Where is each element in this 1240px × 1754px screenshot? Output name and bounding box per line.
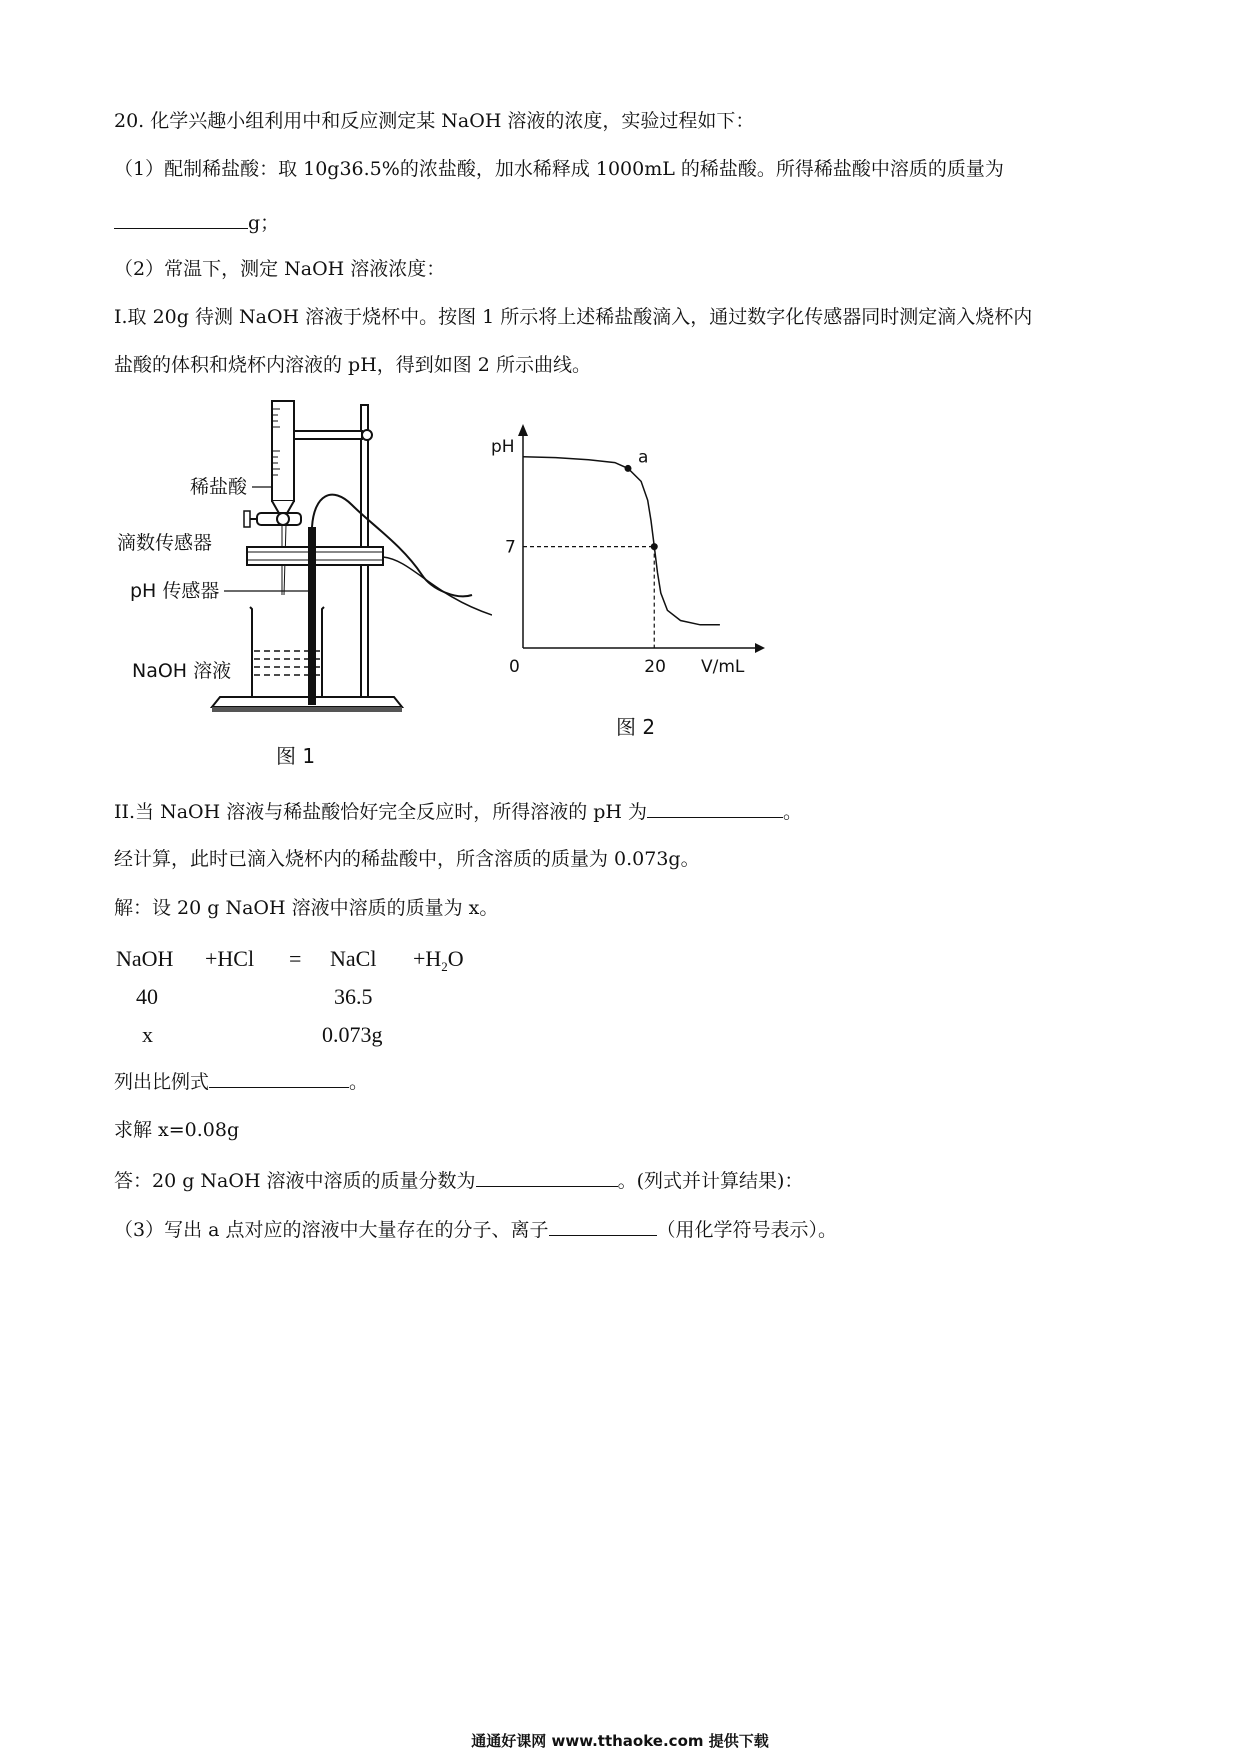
step2-prefix: II.当 NaOH 溶液与稀盐酸恰好完全反应时，所得溶液的 pH 为 xyxy=(114,801,648,823)
step2-suffix: 。 xyxy=(783,801,803,823)
step1-text-cont: 盐酸的体积和烧杯内溶液的 pH，得到如图 2 所示曲线。 xyxy=(114,354,591,376)
ph-curve xyxy=(523,457,720,625)
point-a-marker xyxy=(625,465,632,472)
solution-setup: 解：设 20 g NaOH 溶液中溶质的质量为 x。 xyxy=(114,897,499,919)
clamp-knob xyxy=(362,430,372,440)
figure1-apparatus xyxy=(112,395,492,725)
stand-base-bottom xyxy=(212,707,402,712)
eq-nacl: NaCl xyxy=(330,946,377,971)
proportion-blank[interactable] xyxy=(209,1067,349,1088)
figure1-caption: 图 1 xyxy=(276,744,316,768)
page-footer: 通通好课网 www.tthaoke.com 提供下载 xyxy=(471,1732,769,1750)
figure2-ph-chart xyxy=(488,418,768,678)
proportion-line xyxy=(114,1067,368,1095)
answer-blank[interactable] xyxy=(476,1166,618,1187)
label-ph-sensor: pH 传感器 xyxy=(130,580,220,602)
eq-mass-naoh: 40 xyxy=(136,984,158,1009)
label-naoh: NaOH 溶液 xyxy=(132,660,232,682)
stopcock-valve xyxy=(277,513,289,525)
eq-water: $+H_2O$ xyxy=(413,946,464,974)
origin-label: 0 xyxy=(509,657,520,677)
y-axis-arrow xyxy=(518,424,528,436)
y-axis-label: pH xyxy=(491,437,515,457)
x-tick-label-20: 20 xyxy=(644,657,666,677)
eq-naoh: NaOH xyxy=(116,946,174,971)
answer-prefix: 答：20 g NaOH 溶液中溶质的质量分数为 xyxy=(114,1170,476,1192)
proportion-prefix: 列出比例式 xyxy=(114,1071,210,1093)
eq-x: x xyxy=(142,1022,153,1047)
part3-line xyxy=(114,1215,837,1243)
part3-prefix: （3）写出 a 点对应的溶液中大量存在的分子、离子 xyxy=(114,1219,549,1241)
stand-base xyxy=(212,697,402,707)
ph-probe xyxy=(308,527,316,705)
x-axis-arrow xyxy=(755,643,765,653)
y-tick-label-7: 7 xyxy=(505,537,516,558)
figure2-caption: 图 2 xyxy=(616,715,656,739)
eq-equals: = xyxy=(289,946,302,971)
answer-suffix: 。(列式并计算结果)： xyxy=(617,1170,804,1192)
step2-text xyxy=(114,797,802,825)
part3-blank[interactable] xyxy=(549,1215,657,1236)
question-title: 20. 化学兴趣小组利用中和反应测定某 NaOH 溶液的浓度，实验过程如下： xyxy=(114,110,755,132)
solve-line: 求解 x=0.08g xyxy=(114,1119,240,1141)
sensor-cable xyxy=(312,495,472,597)
label-drop-sensor: 滴数传感器 xyxy=(117,532,213,554)
eq-mass-hcl: 36.5 xyxy=(334,984,373,1009)
proportion-suffix: 。 xyxy=(349,1071,369,1093)
label-acid: 稀盐酸 xyxy=(190,476,248,498)
eq-hcl: +HCl xyxy=(205,946,255,971)
part1-answer-line xyxy=(114,208,279,236)
equivalence-point-marker xyxy=(651,543,658,550)
calc-note: 经计算，此时已滴入烧杯内的稀盐酸中，所含溶质的质量为 0.073g。 xyxy=(114,848,700,870)
answer-line xyxy=(114,1166,803,1194)
part1-blank[interactable] xyxy=(114,208,248,229)
eq-g: 0.073g xyxy=(322,1022,383,1047)
point-a-label: a xyxy=(638,447,649,468)
part1-text: （1）配制稀盐酸：取 10g36.5%的浓盐酸，加水稀释成 1000mL 的稀盐酸。所得稀盐酸中溶质的质量为 xyxy=(114,158,1004,180)
step1-text: I.取 20g 待测 NaOH 溶液于烧杯中。按图 1 所示将上述稀盐酸滴入，通过数字化传感器同时测定滴入烧杯内 xyxy=(114,306,1033,328)
x-axis-label: V/mL xyxy=(701,657,745,677)
step2-blank[interactable] xyxy=(647,797,783,818)
part1-unit: g； xyxy=(248,212,280,234)
part3-suffix: （用化学符号表示）。 xyxy=(656,1219,838,1241)
part2-text: （2）常温下，测定 NaOH 溶液浓度： xyxy=(114,258,446,280)
